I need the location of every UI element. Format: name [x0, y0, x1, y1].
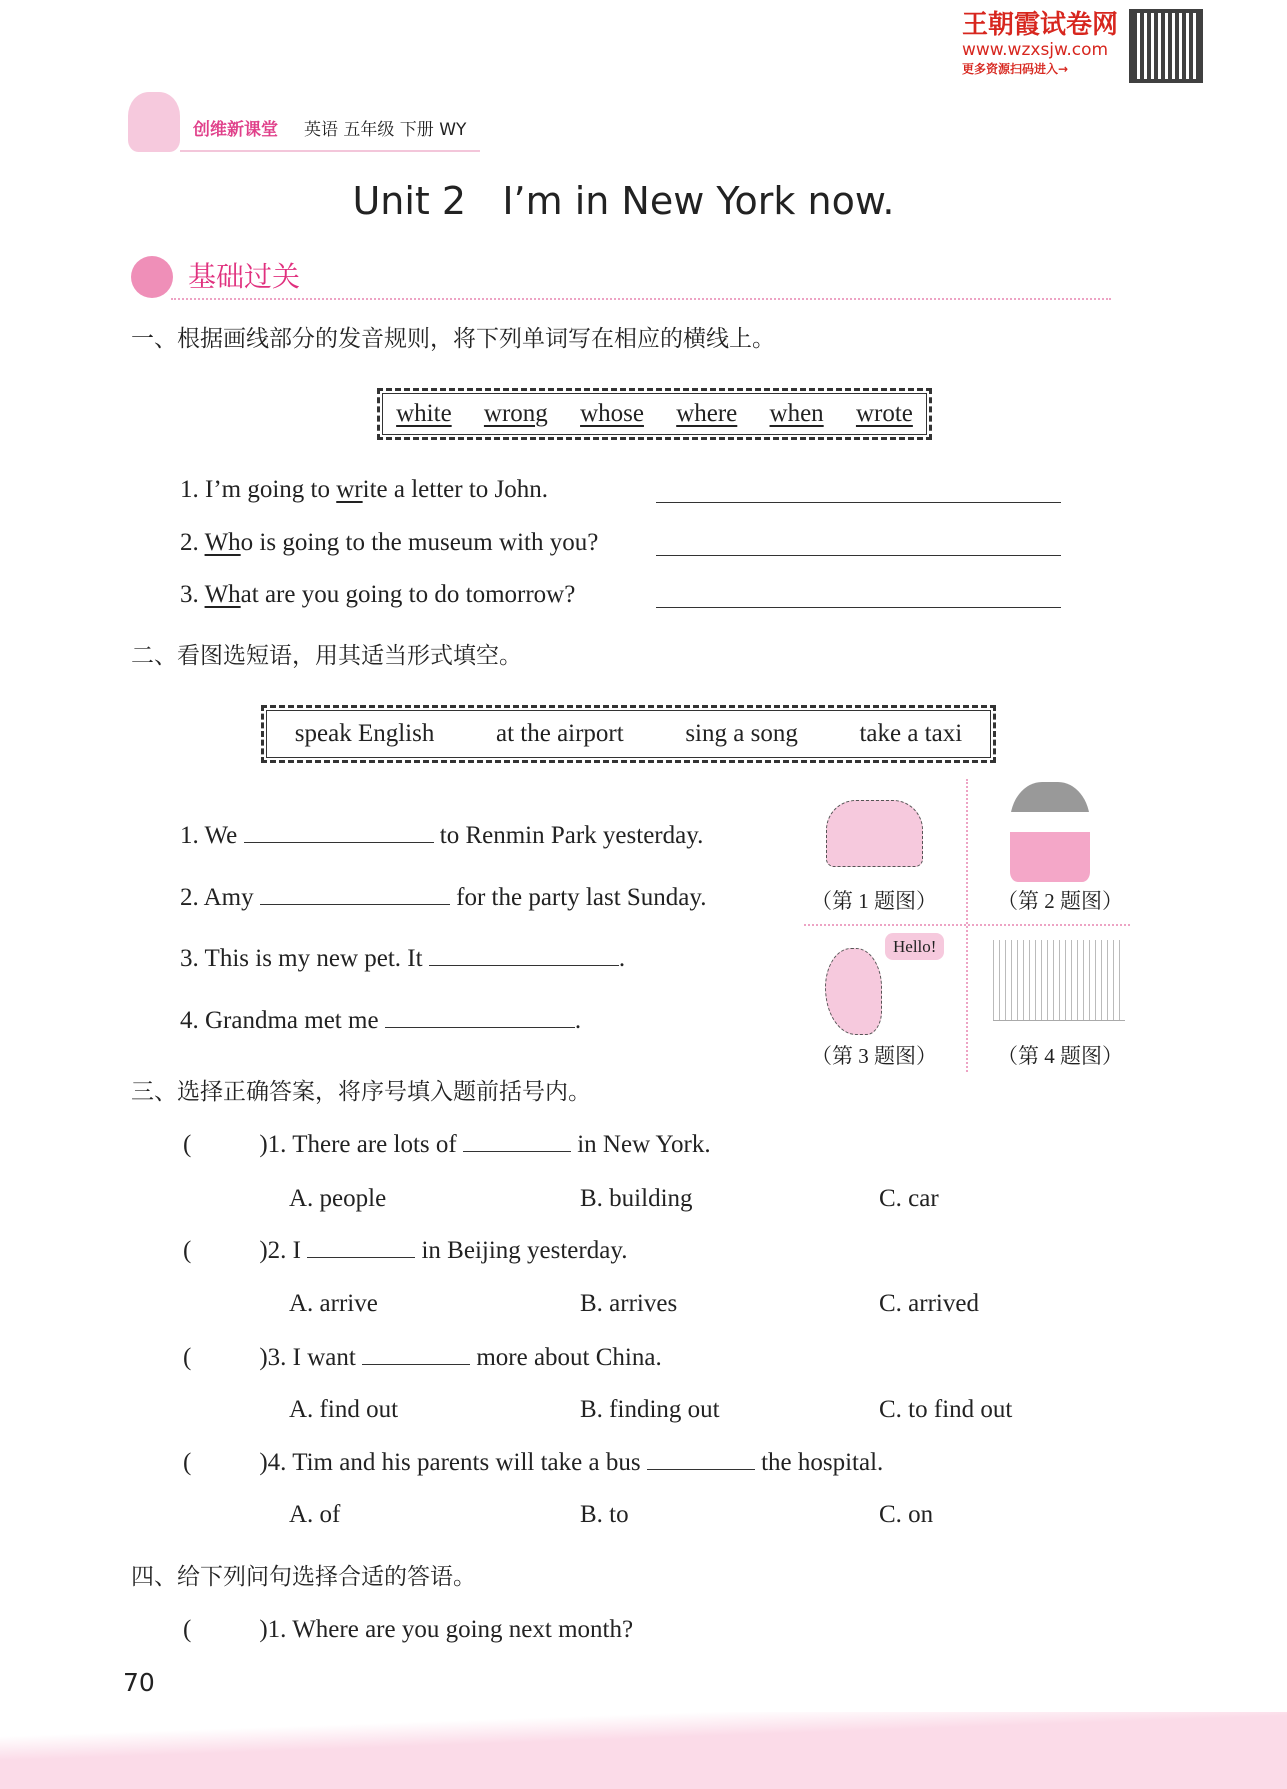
- word: where: [676, 400, 738, 427]
- kids-mascot-icon: [128, 92, 180, 152]
- picture-caption: （第 4 题图）: [997, 1044, 1123, 1068]
- question: 3. This is my new pet. It .: [180, 945, 626, 972]
- part3-heading: 三、选择正确答案，将序号填入题前括号内。: [131, 1079, 591, 1105]
- series-name: 创维新课堂: [193, 120, 278, 140]
- girl-singing-icon: [1010, 782, 1090, 882]
- answer-blank[interactable]: [429, 964, 619, 966]
- taxi-icon: [826, 800, 923, 867]
- question: 2. Who is going to the museum with you?: [180, 529, 599, 556]
- phrase: speak English: [294, 720, 435, 747]
- option: B. to: [580, 1501, 629, 1528]
- word: when: [769, 400, 824, 427]
- section-divider: [171, 298, 1111, 300]
- brand-url: www.wzxsjw.com: [962, 40, 1109, 60]
- question: 2. Amy for the party last Sunday.: [180, 884, 707, 911]
- question: ( )1. Where are you going next month?: [183, 1616, 634, 1643]
- option: A. arrive: [289, 1290, 378, 1317]
- option: B. finding out: [580, 1396, 720, 1423]
- answer-line[interactable]: [656, 555, 1061, 556]
- qr-code-icon: [1133, 13, 1199, 79]
- phrase: at the airport: [495, 720, 624, 747]
- header-divider: [180, 150, 480, 152]
- question: ( )1. There are lots of in New York.: [183, 1131, 711, 1158]
- option: A. people: [289, 1185, 387, 1212]
- question: ( )2. I in Beijing yesterday.: [183, 1237, 628, 1264]
- globe-icon: [131, 256, 173, 298]
- option: A. find out: [289, 1396, 399, 1423]
- phrase: sing a song: [685, 720, 798, 747]
- brand-name: 王朝霞试卷网: [962, 10, 1119, 40]
- picture-divider: [804, 924, 1130, 926]
- picture-caption: （第 2 题图）: [997, 889, 1123, 913]
- picture-caption: （第 1 题图）: [811, 889, 937, 913]
- option: C. to find out: [879, 1396, 1013, 1423]
- section-title: 基础过关: [188, 260, 301, 293]
- word: white: [396, 400, 452, 427]
- part4-heading: 四、给下列问句选择合适的答语。: [131, 1564, 476, 1590]
- part1-heading: 一、根据画线部分的发音规则，将下列单词写在相应的横线上。: [131, 326, 775, 352]
- option: B. building: [580, 1185, 693, 1212]
- answer-blank[interactable]: [244, 841, 434, 843]
- picture-caption: （第 3 题图）: [811, 1044, 937, 1068]
- speech-bubble: Hello!: [885, 933, 944, 960]
- part2-heading: 二、看图选短语，用其适当形式填空。: [131, 643, 522, 669]
- word: whose: [580, 400, 644, 427]
- page-title: Unit 2 I’m in New York now.: [352, 179, 895, 223]
- option: A. of: [289, 1501, 341, 1528]
- airport-meeting-icon: [993, 940, 1125, 1021]
- question: 1. I’m going to write a letter to John.: [180, 476, 549, 503]
- option: C. arrived: [879, 1290, 979, 1317]
- phrase: take a taxi: [859, 720, 963, 747]
- answer-line[interactable]: [656, 502, 1061, 503]
- footer-band: [0, 1712, 1287, 1789]
- word: wrong: [483, 400, 548, 427]
- answer-line[interactable]: [656, 607, 1061, 608]
- page-number: 70: [123, 1668, 155, 1697]
- answer-blank[interactable]: [260, 903, 450, 905]
- question: 3. What are you going to do tomorrow?: [180, 581, 576, 608]
- brand-tagline: 更多资源扫码进入→: [962, 62, 1069, 76]
- phrase-bank: [261, 705, 996, 763]
- word-bank: [377, 388, 932, 440]
- option: B. arrives: [580, 1290, 678, 1317]
- question: 1. We to Renmin Park yesterday.: [180, 822, 704, 849]
- parrot-icon: [825, 948, 882, 1035]
- word: wrote: [855, 400, 913, 427]
- book-info: 英语 五年级 下册 WY: [304, 120, 467, 140]
- option: C. car: [879, 1185, 939, 1212]
- question: ( )4. Tim and his parents will take a bus the hospital.: [183, 1449, 884, 1476]
- question: ( )3. I want more about China.: [183, 1344, 662, 1371]
- answer-blank[interactable]: [385, 1026, 575, 1028]
- question: 4. Grandma met me .: [180, 1007, 582, 1034]
- option: C. on: [879, 1501, 934, 1528]
